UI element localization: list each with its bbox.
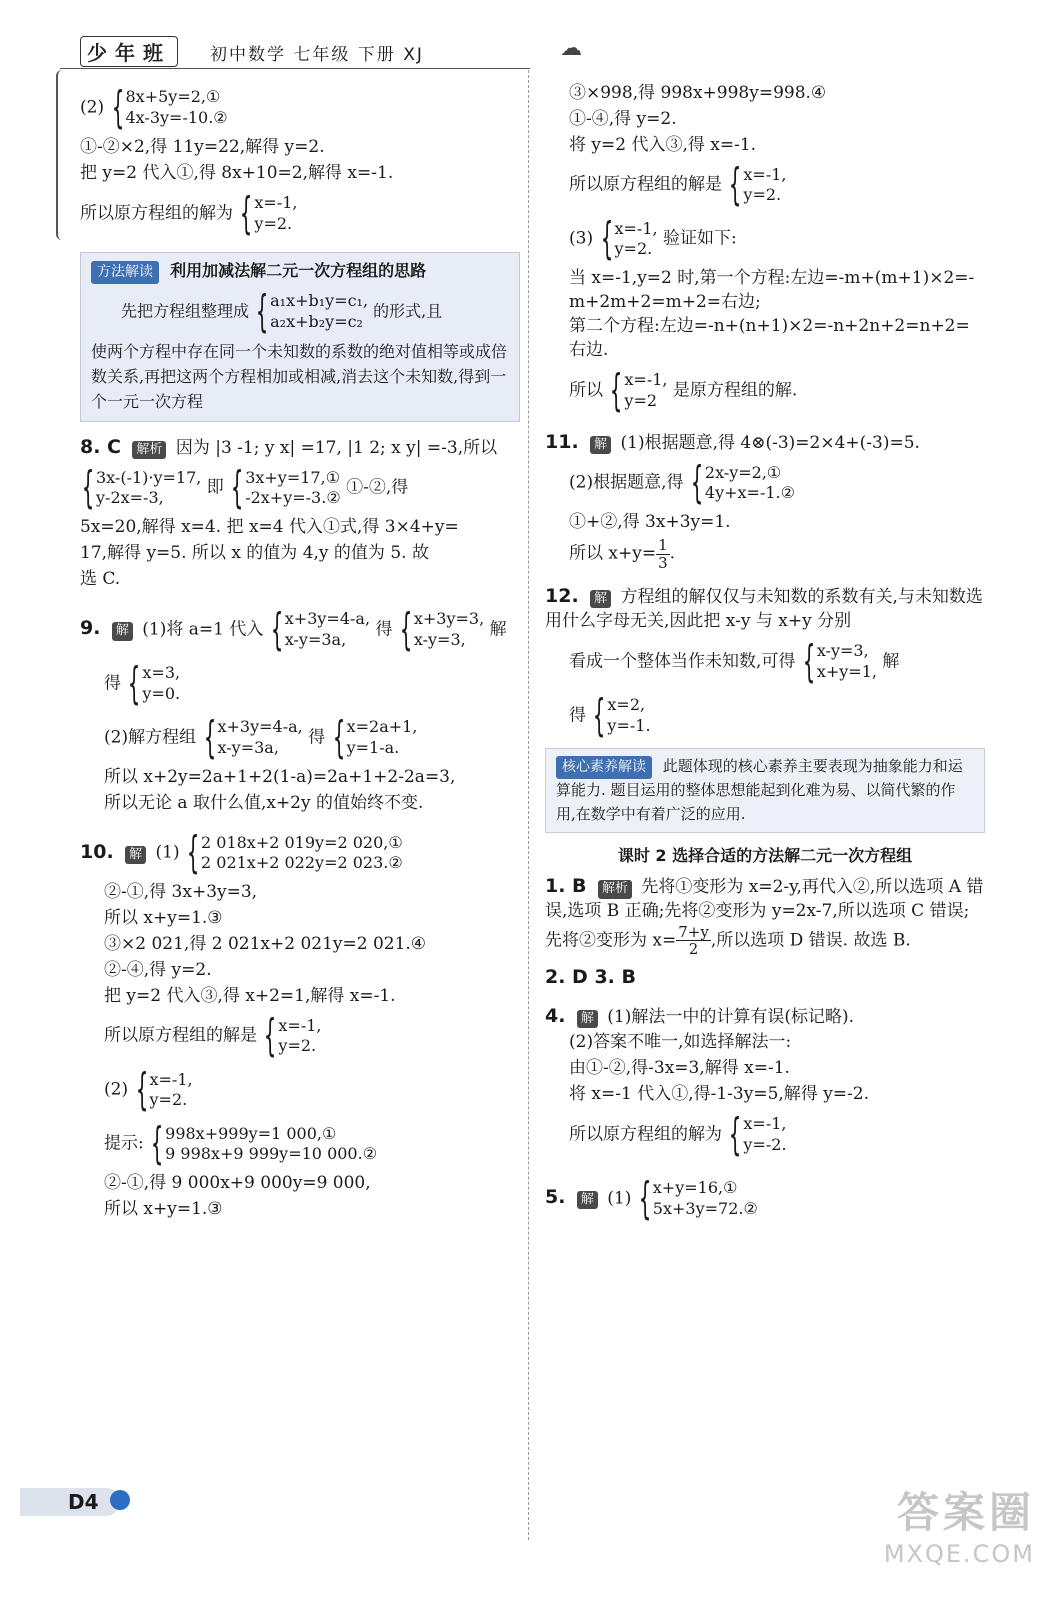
solution-line: ③×998,得 998x+998y=998.④ bbox=[569, 83, 827, 103]
question-number: 9. bbox=[80, 617, 101, 640]
answer-tag: 解 bbox=[590, 590, 611, 608]
solution-line: 因为 |3 -1; y x| =17, |1 2; x y| =-3,所以 bbox=[175, 437, 498, 458]
question-number: 11. bbox=[545, 430, 579, 453]
solution-line: 所以原方程组的解为 bbox=[569, 1124, 722, 1145]
answer-block-l2-5: 5. 解 (1) { x+y=16,① 5x+3y=72.② bbox=[545, 1172, 758, 1224]
solution-line: (1)解法一中的计算有误(标记略). bbox=[607, 1006, 855, 1027]
column-divider bbox=[528, 70, 529, 1540]
analysis-tag: 解析 bbox=[132, 441, 166, 459]
equation-system: { a₁x+b₁y=c₁, a₂x+b₂y=c₂ bbox=[255, 286, 369, 338]
solution-line: 由①-②,得-3x=3,解得 x=-1. bbox=[569, 1058, 790, 1079]
equation-system: { x+3y=4-a, x-y=3a, bbox=[203, 711, 303, 763]
equation-system: { x+y=16,① 5x+3y=72.② bbox=[638, 1172, 758, 1224]
answer-block-8: 8. C 解析 因为 |3 -1; y x| =17, |1 2; x y| =-3,所以 { 3x-(-1)·y=17, y-2x=-3, 即 { 3x+y=17,① -2x+y=-3.② ①-②,得 5x=20,解得 x=4. 把 x=4 代入①式,得 3×4+y= 17,解得 y=5. 所以 x 的值为 4,y 的值为 5. 故 选 C. bbox=[80, 434, 520, 592]
method-text: 使两个方程中存在同一个未知数的系数的绝对值相等或成倍数关系,再把这两个方程相加或相减,消去这个未知数,得到一个一元一次方程 bbox=[91, 342, 508, 411]
part-label: (2) bbox=[80, 97, 105, 118]
answer-block-10-cont: ③×998,得 998x+998y=998.④ ①-④,得 y=2. 将 y=2 代入③,得 x=-1. 所以原方程组的解是 { x=-1, y=2. (3) { x=-1, y=2. 验证如下: 当 x=-1,y=2 时,第一个方程:左边=-m+(m+1)×2=-m+2m+2=m+2=右边; 第二个方程:左边=-n+(n+1)×2=-n+2n+2=n+2=右边. 所以 { x=-1, y=2 是原方程组的解. bbox=[545, 82, 985, 417]
question-number: 10. bbox=[80, 840, 114, 863]
solution-line: 把 y=2 代入③,得 x+2=1,解得 x=-1. bbox=[104, 985, 396, 1006]
solution-line: 看成一个整体当作未知数,可得 bbox=[569, 651, 796, 672]
method-text: 的形式,且 bbox=[373, 301, 443, 321]
answer-tag: 解 bbox=[577, 1191, 598, 1209]
solution-line: 将 y=2 代入③,得 x=-1. bbox=[569, 134, 757, 155]
core-text: 此题体现的核心素养主要表现为抽象能力和运算能力. 题目运用的整体思想能起到化难为易、以简代繁的作用,在数学中有着广泛的应用. bbox=[556, 756, 963, 823]
fraction: $\frac{1}{3}$ bbox=[658, 536, 668, 572]
answer-tag: 解 bbox=[125, 846, 146, 864]
analysis-tag: 解析 bbox=[598, 880, 632, 898]
question-number: 8. C bbox=[80, 435, 121, 458]
solution-line: (1)根据题意,得 4⊗(-3)=2×4+(-3)=5. bbox=[620, 432, 920, 453]
equation-system: { 2x-y=2,① 4y+x=-1.② bbox=[690, 457, 795, 509]
answer-block-10: 10. 解 (1) { 2 018x+2 019y=2 020,① 2 021x+2 022y=2 023.② ②-①,得 3x+3y=3, 所以 x+y=1.③ ③×2 021,得 2 021x+2 021y=2 021.④ ②-④,得 y=2. 把 y=2 代入③,得 x+2=1,解得 x=-1. 所以原方程组的解是 { x=-1, y=2. (2) { x=-1, y=2. 提示: { 998x+999y=1 000,① 9 998x+9 999y=10 000.② ②-①,得 9 000x+9 000y=9 000, 所以 x+y=1.③ bbox=[80, 827, 520, 1222]
solution-system: { x=-1, y=2. bbox=[729, 159, 787, 211]
equation-system: { 2 018x+2 019y=2 020,① 2 021x+2 022y=2 023.② bbox=[186, 827, 403, 879]
core-tag: 核心素养解读 bbox=[556, 756, 652, 780]
footer-circle-icon bbox=[110, 1490, 130, 1510]
solution-line: ②-①,得 9 000x+9 000y=9 000, bbox=[104, 1173, 371, 1194]
equation-system: { x-y=3, x+y=1, bbox=[802, 635, 877, 687]
solution-line: ①-②×2,得 11y=22,解得 y=2. bbox=[80, 137, 325, 157]
header-text: 初中数学 七年级 下册 XJ bbox=[210, 45, 424, 65]
solution-system: { x=-1, y=2 bbox=[610, 364, 668, 416]
answer-tag: 解 bbox=[590, 436, 611, 454]
solution-line: 把 y=2 代入①,得 8x+10=2,解得 x=-1. bbox=[80, 162, 394, 183]
solution-line: (1)将 a=1 代入 bbox=[142, 619, 264, 640]
solution-system: { x=3, y=0. bbox=[128, 657, 181, 709]
method-tag: 方法解读 bbox=[91, 261, 159, 285]
solution-line: 所以 x+2y=2a+1+2(1-a)=2a+1+2-2a=3, bbox=[104, 766, 456, 787]
page-number: D4 bbox=[68, 1490, 99, 1514]
solution-line: ②-①,得 3x+3y=3, bbox=[104, 882, 258, 903]
core-literacy-box bbox=[545, 748, 985, 833]
equation-system: { 3x-(-1)·y=17, y-2x=-3, bbox=[81, 462, 202, 514]
equation-system: { 998x+999y=1 000,① 9 998x+9 999y=10 000.② bbox=[150, 1118, 378, 1170]
series-logo: 少年班 bbox=[80, 36, 178, 67]
watermark: 答案圈 MXQE.COM bbox=[883, 1488, 1035, 1568]
solution-line: 所以无论 a 取什么值,x+2y 的值始终不变. bbox=[104, 792, 424, 813]
solution-system: { x=2, y=-1. bbox=[593, 689, 651, 741]
question-number: 5. bbox=[545, 1186, 566, 1209]
solution-line: 所以原方程组的解为 bbox=[80, 203, 233, 224]
solution-line: ①-②,得 bbox=[346, 477, 409, 498]
page-header bbox=[60, 30, 582, 70]
header-rule bbox=[60, 68, 530, 69]
solution-line: 所以原方程组的解是 bbox=[104, 1025, 257, 1046]
solution-line: (2)根据题意,得 bbox=[569, 472, 684, 493]
solution-line: 选 C. bbox=[80, 569, 121, 590]
solution-line: 当 x=-1,y=2 时,第一个方程:左边=-m+(m+1)×2=-m+2m+2=m+2=右边; bbox=[569, 268, 975, 313]
solution-line: 17,解得 y=5. 所以 x 的值为 4,y 的值为 5. 故 bbox=[80, 543, 429, 564]
solution-line: ②-④,得 y=2. bbox=[104, 959, 212, 980]
solution-line: 第二个方程:左边=-n+(n+1)×2=-n+2n+2=n+2=右边. bbox=[569, 315, 970, 360]
solution-system: { x=-1, y=-2. bbox=[729, 1108, 787, 1160]
right-column bbox=[545, 80, 985, 1237]
solution-line: ①-④,得 y=2. bbox=[569, 108, 677, 129]
equation-system: { 3x+y=17,① -2x+y=-3.② bbox=[230, 462, 341, 514]
answer-block-l2-4 bbox=[545, 1003, 985, 1161]
solution-line: 5x=20,解得 x=4. 把 x=4 代入①式,得 3×4+y= bbox=[80, 517, 459, 538]
solution-line: (2)答案不唯一,如选择解法一: bbox=[569, 1032, 792, 1053]
answer-block-12: 12. 解 方程组的解仅仅与未知数的系数有关,与未知数选用什么字母无关,因此把 x-y 与 x+y 分别 看成一个整体当作未知数,可得 { x-y=3, x+y=1, 解 得 { x=2, y=-1. 核心素养解读 此题体现的核心素养主要表现为抽象能力和运算能力. 题目运用的整体思想能起到化难为易、以简代繁的作用,在数学中有着广泛的应用. bbox=[545, 583, 985, 833]
lesson-title: 课时 2 选择合适的方法解二元一次方程组 bbox=[617, 845, 913, 865]
question-number: 4. bbox=[545, 1004, 566, 1027]
solution-system: { x=-1, y=2. bbox=[135, 1064, 193, 1116]
solution-line: 方程组的解仅仅与未知数的系数有关,与未知数选用什么字母无关,因此把 x-y 与 x+y 分别 bbox=[545, 587, 983, 631]
solution-line: 所以 x+y=1.③ bbox=[104, 1199, 223, 1220]
question-number: 12. bbox=[545, 585, 579, 608]
equation-system: { x+3y=3, x-y=3, bbox=[399, 603, 485, 655]
solution-line: ①+②,得 3x+3y=1. bbox=[569, 512, 731, 533]
method-text: 先把方程组整理成 bbox=[121, 301, 250, 321]
method-title: 利用加减法解二元一次方程组的思路 bbox=[170, 260, 427, 280]
answer-tag: 解 bbox=[577, 1010, 598, 1028]
equation-system: { 8x+5y=2,① 4x-3y=-10.② bbox=[111, 82, 228, 133]
choice-answers: 2. D 3. B bbox=[545, 965, 636, 988]
solution-system: { x=-1, y=2. bbox=[264, 1010, 322, 1062]
left-column bbox=[80, 80, 520, 1234]
solution-line: 将 x=-1 代入①,得-1-3y=5,解得 y=-2. bbox=[569, 1083, 870, 1104]
doodle-icon: ☁ bbox=[560, 36, 582, 61]
equation-system: { x+3y=4-a, x-y=3a, bbox=[270, 603, 371, 655]
solution-line: (2)解方程组 bbox=[104, 727, 197, 748]
answer-tag: 解 bbox=[112, 622, 133, 640]
solution-line: 所以原方程组的解是 bbox=[569, 174, 722, 195]
answer-block-7-2 bbox=[80, 82, 520, 240]
solution-line: 所以 x+y=1.③ bbox=[104, 908, 223, 929]
solution-system: { x=2a+1, y=1-a. bbox=[332, 711, 418, 763]
method-note-box bbox=[80, 252, 520, 422]
answer-block-l2-1 bbox=[545, 873, 985, 990]
paperclip-icon bbox=[56, 70, 68, 240]
solution-line: ③×2 021,得 2 021x+2 021y=2 021.④ bbox=[104, 934, 427, 955]
solution-line: 先将①变形为 x=2-y,再代入②,所以选项 A 错误,选项 B 正确;先将②变形为 y=2x-7,所以选项 C 错误;先将②变形为 x= bbox=[545, 877, 984, 951]
solution-system: { x=-1, y=2. bbox=[600, 213, 658, 265]
fraction: $\frac{7+y}{2}$ bbox=[678, 922, 709, 959]
solution-system: { x=-1, y=2. bbox=[240, 187, 298, 239]
answer-block-9: 9. 解 (1)将 a=1 代入 { x+3y=4-a, x-y=3a, 得 { x+3y=3, x-y=3, 解 得 { x=3, y=0. (2)解方程组 { x+3y=4-a, x-y=3a, 得 { x=2a+1, y=1-a. 所以 x+2y=2a+1+2(1-a)=2a+1+2-2a=3, 所以无论 a 取什么值,x+2y 的值始终不变. bbox=[80, 604, 520, 816]
answer-block-11: 11. 解 (1)根据题意,得 4⊗(-3)=2×4+(-3)=5. (2)根据题意,得 { 2x-y=2,① 4y+x=-1.② ①+②,得 3x+3y=1. 所以 x+y= $\frac{1}{3}$ . bbox=[545, 429, 985, 572]
solution-line: ,所以选项 D 错误. 故选 B. bbox=[710, 930, 911, 951]
question-number: 1. B bbox=[545, 875, 587, 898]
